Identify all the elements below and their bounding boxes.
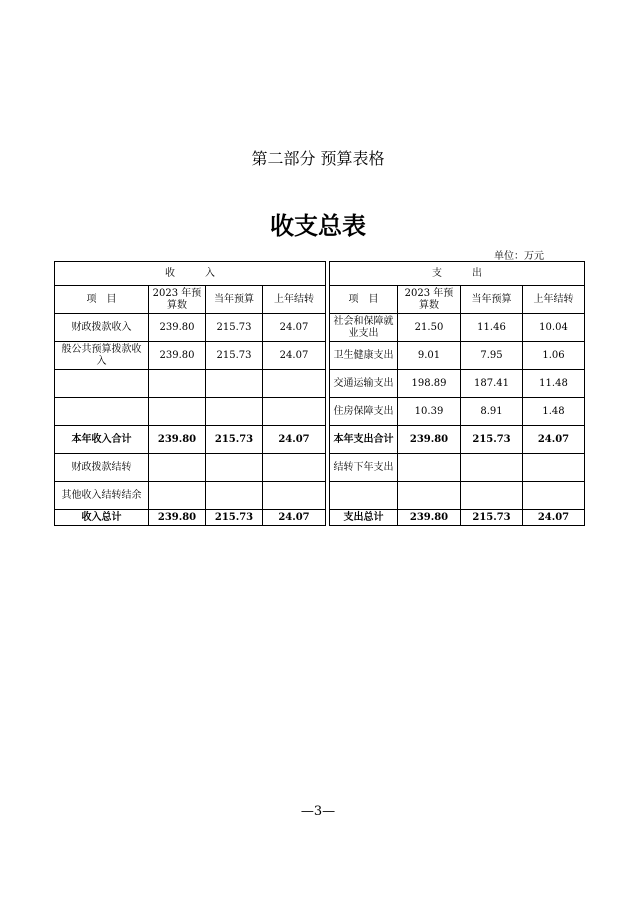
expense-item-cell: 本年支出合计 [330,426,398,454]
income-current-cell: 215.73 [206,342,263,370]
expense-carryover-cell [523,454,585,482]
table-row [55,398,585,426]
expense-carryover-cell [523,482,585,510]
expense-item-cell: 卫生健康支出 [330,342,398,370]
expense-current-cell [461,482,523,510]
expense-item-cell: 结转下年支出 [330,454,398,482]
income-item-cell: 财政拨款结转 [55,454,149,482]
income-item-cell [55,370,149,398]
expense-current-cell: 7.95 [461,342,523,370]
expense-carryover-cell: 24.07 [523,426,585,454]
expense-carryover-cell: 11.48 [523,370,585,398]
expense-current-cell [461,454,523,482]
expense-budget-2023-cell: 21.50 [398,314,461,342]
income-carryover-cell [263,482,326,510]
table-row [55,342,585,370]
expense-budget-2023-cell [398,454,461,482]
table-row [55,454,585,482]
expense-current-cell: 187.41 [461,370,523,398]
expense-budget-2023-cell: 10.39 [398,398,461,426]
col-header-budget-2023: 2023 年预算数 [398,286,461,314]
income-expense-summary-table [54,261,585,526]
income-budget-2023-cell: 239.80 [149,510,206,526]
income-carryover-cell [263,370,326,398]
expense-budget-2023-cell: 9.01 [398,342,461,370]
page-title: 收支总表 [270,212,366,240]
expense-budget-2023-cell: 239.80 [398,426,461,454]
expense-carryover-cell: 24.07 [523,510,585,526]
expense-budget-2023-cell [398,482,461,510]
table-row [55,482,585,510]
col-header-carryover: 上年结转 [523,286,585,314]
col-header-current: 当年预算 [206,286,263,314]
income-budget-2023-cell [149,454,206,482]
page-number: —3— [300,804,336,819]
income-carryover-cell: 24.07 [263,510,326,526]
col-header-current: 当年预算 [461,286,523,314]
expense-current-cell: 8.91 [461,398,523,426]
col-header-item: 项 目 [330,286,398,314]
expense-item-cell: 社会和保障就业支出 [330,314,398,342]
expense-item-cell: 住房保障支出 [330,398,398,426]
income-item-cell: 其他收入结转结余 [55,482,149,510]
income-item-cell [55,398,149,426]
income-item-cell: 收入总计 [55,510,149,526]
income-item-cell: 财政拨款收入 [55,314,149,342]
expense-budget-2023-cell: 239.80 [398,510,461,526]
table-row [55,314,585,342]
section-header-row [55,262,585,286]
income-item-cell: 般公共预算拨款收入 [55,342,149,370]
table-row [55,426,585,454]
income-current-cell: 215.73 [206,314,263,342]
income-budget-2023-cell [149,398,206,426]
expense-item-cell [330,482,398,510]
table-row [55,510,585,526]
part-title: 第二部分 预算表格 [251,149,385,168]
expense-carryover-cell: 1.06 [523,342,585,370]
unit-label: 单位：万元 [494,251,544,262]
income-carryover-cell: 24.07 [263,314,326,342]
income-budget-2023-cell [149,370,206,398]
income-current-cell [206,454,263,482]
income-current-cell: 215.73 [206,510,263,526]
expense-item-cell: 支出总计 [330,510,398,526]
expense-current-cell: 215.73 [461,426,523,454]
col-header-budget-2023: 2023 年预算数 [149,286,206,314]
income-current-cell [206,398,263,426]
income-current-cell [206,370,263,398]
income-budget-2023-cell [149,482,206,510]
income-budget-2023-cell: 239.80 [149,314,206,342]
income-current-cell [206,482,263,510]
income-carryover-cell [263,398,326,426]
expense-budget-2023-cell: 198.89 [398,370,461,398]
income-carryover-cell [263,454,326,482]
expense-carryover-cell: 10.04 [523,314,585,342]
income-carryover-cell: 24.07 [263,342,326,370]
expense-item-cell: 交通运输支出 [330,370,398,398]
income-section-header: 收 入 [55,262,326,286]
column-header-row [55,286,585,314]
income-budget-2023-cell: 239.80 [149,342,206,370]
expense-section-header: 支 出 [330,262,585,286]
income-item-cell: 本年收入合计 [55,426,149,454]
expense-current-cell: 11.46 [461,314,523,342]
income-current-cell: 215.73 [206,426,263,454]
col-header-carryover: 上年结转 [263,286,326,314]
table-row [55,370,585,398]
col-header-item: 项 目 [55,286,149,314]
income-budget-2023-cell: 239.80 [149,426,206,454]
income-carryover-cell: 24.07 [263,426,326,454]
expense-carryover-cell: 1.48 [523,398,585,426]
expense-current-cell: 215.73 [461,510,523,526]
